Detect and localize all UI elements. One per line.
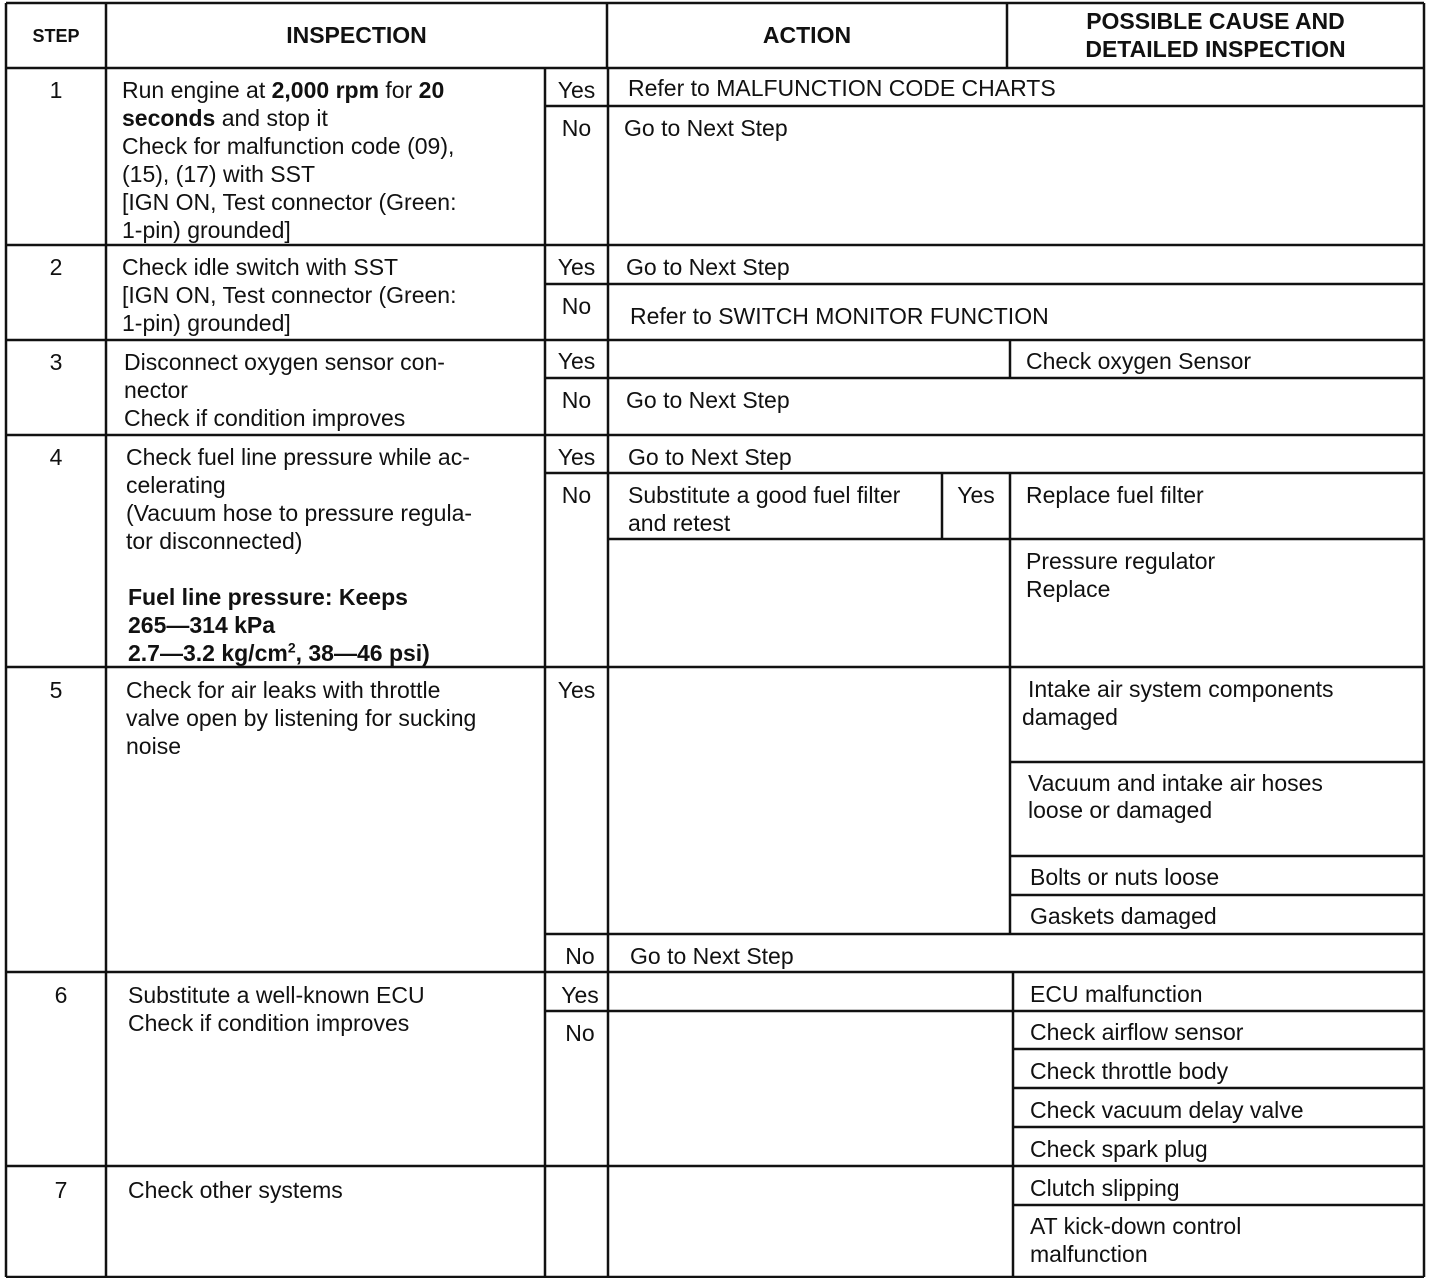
yes-label: Yes bbox=[557, 444, 596, 470]
step-7-cause: AT kick-down control bbox=[1030, 1213, 1242, 1239]
step-1-inspection-line: (15), (17) with SST bbox=[122, 161, 315, 187]
header-step: STEP bbox=[32, 26, 80, 46]
step-2-inspection-line: Check idle switch with SST bbox=[122, 254, 399, 280]
step-2-inspection-line: [IGN ON, Test connector (Green: bbox=[122, 282, 457, 308]
step-4-yes-action: Go to Next Step bbox=[628, 444, 792, 470]
step-1-inspection-line: Check for malfunction code (09), bbox=[122, 133, 455, 159]
step-5-cause: Bolts or nuts loose bbox=[1030, 864, 1220, 890]
step-1-inspection-line: Run engine at 2,000 rpm for 20 bbox=[122, 77, 445, 103]
step-6-no-cause: Check throttle body bbox=[1030, 1058, 1229, 1084]
fuel-pressure-spec: Fuel line pressure: Keeps bbox=[128, 584, 408, 610]
yes-label: Yes bbox=[557, 254, 596, 280]
step-6-inspection-line: Check if condition improves bbox=[128, 1010, 410, 1036]
step-number: 5 bbox=[49, 677, 63, 703]
no-label: No bbox=[561, 293, 592, 319]
step-7-cause: malfunction bbox=[1030, 1241, 1148, 1267]
no-label: No bbox=[565, 943, 595, 969]
no-label: No bbox=[561, 387, 592, 413]
header-action: ACTION bbox=[762, 22, 852, 48]
step-6-no-cause: Check spark plug bbox=[1030, 1136, 1208, 1162]
step-number: 1 bbox=[49, 77, 63, 103]
step-6-inspection-line: Substitute a well-known ECU bbox=[128, 982, 425, 1008]
step-number: 7 bbox=[54, 1177, 68, 1203]
yes-label: Yes bbox=[557, 348, 596, 374]
step-4-sub-yes-cause: Replace fuel filter bbox=[1026, 482, 1204, 508]
step-4-inspection-line: tor disconnected) bbox=[126, 528, 303, 554]
no-label: No bbox=[561, 482, 592, 508]
step-4-inspection-line: Check fuel line pressure while ac- bbox=[126, 444, 470, 470]
fuel-pressure-spec: 265—314 kPa bbox=[128, 612, 276, 638]
step-4-inspection-line: (Vacuum hose to pressure regula- bbox=[126, 500, 473, 526]
step-4-inspection-line: celerating bbox=[126, 472, 226, 498]
step-1-inspection-line: seconds and stop it bbox=[122, 105, 328, 131]
step-2-yes-action: Go to Next Step bbox=[626, 254, 790, 280]
no-label: No bbox=[561, 115, 592, 141]
step-3-inspection-line: nector bbox=[124, 377, 188, 403]
step-7-inspection-line: Check other systems bbox=[128, 1177, 343, 1203]
step-1-inspection-line: 1-pin) grounded] bbox=[122, 217, 291, 243]
step-1-inspection-line: [IGN ON, Test connector (Green: bbox=[122, 189, 457, 215]
step-5-cause: Gaskets damaged bbox=[1030, 903, 1217, 929]
header-inspection: INSPECTION bbox=[286, 22, 427, 48]
step-3-inspection-line: Disconnect oxygen sensor con- bbox=[124, 349, 445, 375]
step-4-no-action: and retest bbox=[628, 510, 731, 536]
step-3-yes-cause: Check oxygen Sensor bbox=[1026, 348, 1252, 374]
step-7-cause: Clutch slipping bbox=[1030, 1175, 1180, 1201]
step-1-yes-action: Refer to MALFUNCTION CODE CHARTS bbox=[628, 75, 1056, 101]
step-5-cause: Intake air system components bbox=[1028, 676, 1334, 702]
step-number: 3 bbox=[49, 349, 63, 375]
step-5-cause: loose or damaged bbox=[1028, 797, 1213, 823]
header-cause-line2: DETAILED INSPECTION bbox=[1085, 36, 1346, 62]
yes-label: Yes bbox=[557, 77, 596, 103]
step-number: 2 bbox=[49, 254, 63, 280]
step-4-sub-no-cause: Replace bbox=[1026, 576, 1111, 602]
step-1-no-action: Go to Next Step bbox=[624, 115, 788, 141]
step-2-no-action: Refer to SWITCH MONITOR FUNCTION bbox=[630, 303, 1049, 329]
step-4-no-action: Substitute a good fuel filter bbox=[628, 482, 901, 508]
no-label: No bbox=[565, 1020, 595, 1046]
step-5-inspection-line: noise bbox=[126, 733, 181, 759]
step-3-no-action: Go to Next Step bbox=[626, 387, 790, 413]
header-cause-line1: POSSIBLE CAUSE AND bbox=[1086, 8, 1345, 34]
step-6-no-cause: Check vacuum delay valve bbox=[1030, 1097, 1304, 1123]
step-2-inspection-line: 1-pin) grounded] bbox=[122, 310, 291, 336]
step-5-inspection-line: Check for air leaks with throttle bbox=[126, 677, 441, 703]
step-3-inspection-line: Check if condition improves bbox=[124, 405, 406, 431]
step-5-cause: Vacuum and intake air hoses bbox=[1028, 770, 1323, 796]
fuel-pressure-spec: 2.7—3.2 $kg/cm^2$, 38—46 psi) bbox=[128, 639, 430, 666]
yes-label: Yes bbox=[561, 982, 599, 1008]
step-number: 6 bbox=[54, 982, 68, 1008]
step-5-cause: damaged bbox=[1022, 704, 1118, 730]
step-5-inspection-line: valve open by listening for sucking bbox=[126, 705, 477, 731]
yes-label: Yes bbox=[557, 677, 596, 703]
step-number: 4 bbox=[49, 444, 63, 470]
step-5-no-action: Go to Next Step bbox=[630, 943, 794, 969]
yes-label: Yes bbox=[957, 482, 995, 508]
step-6-no-cause: Check airflow sensor bbox=[1030, 1019, 1244, 1045]
step-4-sub-no-cause: Pressure regulator bbox=[1026, 548, 1216, 574]
step-6-yes-cause: ECU malfunction bbox=[1030, 981, 1203, 1007]
